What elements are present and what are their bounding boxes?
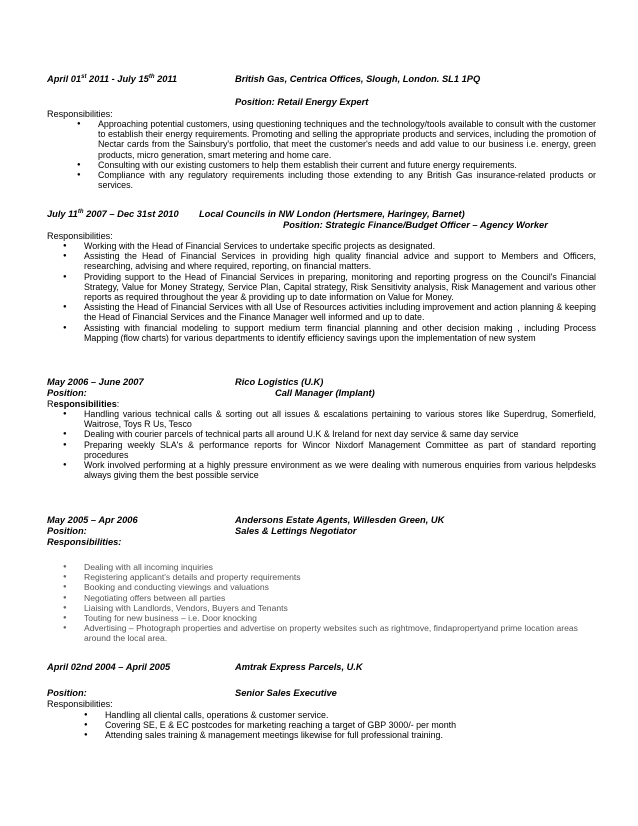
list-item: ● Liaising with Landlords, Vendors, Buyers and Tenants xyxy=(84,603,598,613)
responsibilities-label: Responsibilities: xyxy=(47,699,113,709)
job-position: Position: Strategic Finance/Budget Officer – Agency Worker xyxy=(283,220,548,230)
list-item: ● Booking and conducting viewings and valuations xyxy=(84,582,598,592)
list-item: ● Approaching potential customers, using questioning techniques and the technology/tools available to consult with the customer to establish their energy requirements. Promoting and selling the appropriate products and services, including the promotion of Nectar cards from the Sainsbury's portfolio, that meet the customer's needs and add value to our business i.e. energy, green products, micro generation, smart metering and home care. xyxy=(98,119,596,160)
list-item: ● Attending sales training & management meetings likewise for full professional training. xyxy=(105,730,595,740)
list-item: ● Work involved performing at a highly pressure environment as we were dealing with numerous enquiries from various helpdesks always giving them the best possible service xyxy=(84,460,596,480)
job-position: Senior Sales Executive xyxy=(235,688,337,698)
list-item: ● Assisting the Head of Financial Services with all Use of Resources activities including improvement and action planning & keeping the Head of Financial Services and the Finance Manager well informed and up to date. xyxy=(84,302,596,322)
responsibility-list xyxy=(105,710,595,741)
position-label: Position: xyxy=(47,688,87,698)
list-item: ● Negotiating offers between all parties xyxy=(84,593,598,603)
responsibilities-label: Responsibilities: xyxy=(47,109,113,119)
job-employer: Local Councils in NW London (Hertsmere, Haringey, Barnet) xyxy=(199,209,465,219)
list-item: ● Advertising – Photograph properties and advertise on property websites such as rightmove, findapropertyand prime location areas around the local area. xyxy=(84,623,598,643)
list-item: ● Preparing weekly SLA's & performance reports for Wincor Nixdorf Management Committee as part of standard reporting procedures xyxy=(84,440,596,460)
job-date: April 02nd 2004 – April 2005 xyxy=(47,662,171,672)
position-label: Position: xyxy=(47,388,87,398)
list-item: ● Handling various technical calls & sorting out all issues & escalations pertaining to various stores like Superdrug, Somerfield, Waitrose, Toys R Us, Tesco xyxy=(84,409,596,429)
list-item: ● Providing support to the Head of Financial Services in preparing, monitoring and reporting progress on the Council's Financial Strategy, Value for Money Strategy, Service Plan, Capital strategy, Risk Sensitivity analysis, Risk Management and various other reports as required throughout the year & providing up to date information on Value for Money. xyxy=(84,272,596,303)
responsibilities-label: Responsibilities: xyxy=(47,399,120,409)
list-item: ● Compliance with any regulatory requirements including those extending to any British Gas insurance-related products or services. xyxy=(98,170,596,190)
list-item: ● Assisting with financial modeling to support medium term financial planning and other decision making , including Process Mapping (flow charts) for various departments to identify efficiency savings upon the implementation of new system xyxy=(84,323,596,343)
list-item: ● Covering SE, E & EC postcodes for marketing reaching a target of GBP 3000/- per month xyxy=(105,720,595,730)
position-label: Position: xyxy=(47,526,87,536)
job-position: Sales & Lettings Negotiator xyxy=(235,526,357,536)
job-date: July 11th 2007 – Dec 31st 2010 xyxy=(47,208,179,219)
job-position: Position: Retail Energy Expert xyxy=(235,97,369,107)
list-item: ● Working with the Head of Financial Services to undertake specific projects as designated. xyxy=(84,241,596,251)
job-employer: Andersons Estate Agents, Willesden Green, UK xyxy=(235,515,445,525)
job-date: May 2005 – Apr 2006 xyxy=(47,515,138,525)
responsibility-list xyxy=(84,409,596,480)
responsibilities-label: Responsibilities: xyxy=(47,537,122,547)
job-employer: British Gas, Centrica Offices, Slough, London. SL1 1PQ xyxy=(235,74,481,84)
list-item: ● Handling all cliental calls, operations & customer service. xyxy=(105,710,595,720)
list-item: ● Registering applicant's details and property requirements xyxy=(84,572,598,582)
job-employer: Amtrak Express Parcels, U.K xyxy=(235,662,363,672)
list-item: ● Touting for new business – i.e. Door knocking xyxy=(84,613,598,623)
list-item: ● Consulting with our existing customers to help them establish their current and future energy requirements. xyxy=(98,160,596,170)
list-item: ● Assisting the Head of Financial Services in providing high quality financial advice and support to Members and Officers, researching, advising and where required, reporting, on financial matters. xyxy=(84,251,596,271)
responsibilities-label: Responsibilities: xyxy=(47,231,113,241)
job-date: May 2006 – June 2007 xyxy=(47,377,144,387)
responsibility-list xyxy=(84,562,598,644)
list-item: ● Dealing with courier parcels of technical parts all around U.K & Ireland for next day service & same day service xyxy=(84,429,596,439)
responsibility-list xyxy=(84,241,596,343)
job-employer: Rico Logistics (U.K) xyxy=(235,377,324,387)
responsibility-list xyxy=(98,119,596,190)
list-item: ● Dealing with all incoming inquiries xyxy=(84,562,598,572)
job-date: April 01st 2011 - July 15th 2011 xyxy=(47,73,178,84)
job-position: Call Manager (Implant) xyxy=(275,388,375,398)
